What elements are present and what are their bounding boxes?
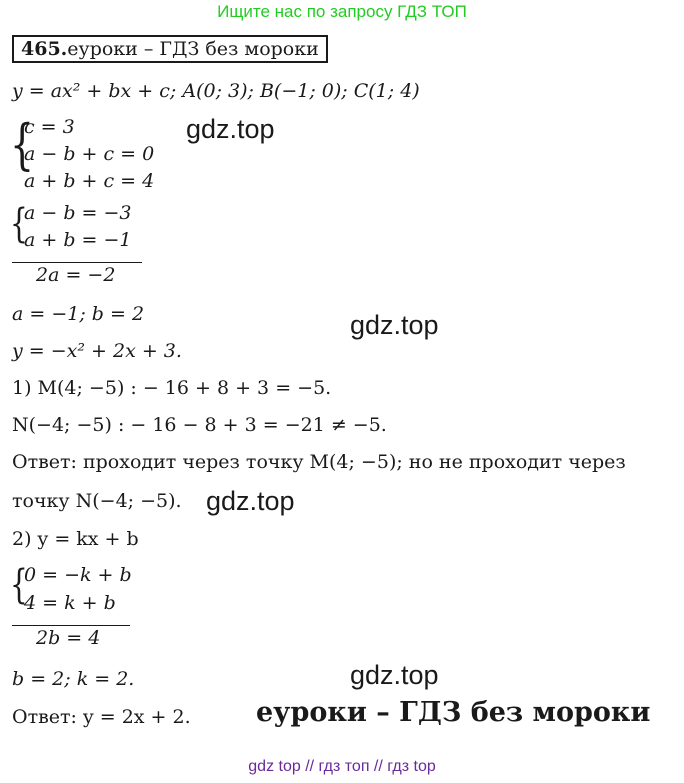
sum-rule	[12, 625, 130, 626]
footer-links[interactable]: gdz top // гдз топ // гдз top	[248, 758, 436, 775]
equation-general: y = ax² + bx + c; A(0; 3); B(−1; 0); C(1; 4)	[12, 80, 420, 102]
sum-rule	[12, 262, 142, 263]
watermark: gdz.top	[350, 310, 439, 340]
parabola-equation: y = −x² + 2x + 3.	[12, 340, 182, 362]
solution-a-b: a = −1; b = 2	[12, 303, 145, 325]
answer-1-line2: точку N(−4; −5).	[12, 490, 182, 512]
check-point-m: 1) M(4; −5) : − 16 + 8 + 3 = −5.	[12, 377, 332, 399]
system-brace: {	[10, 562, 28, 608]
system1-line3: a + b + c = 4	[24, 170, 155, 192]
system3-line1: 0 = −k + b	[24, 564, 132, 586]
exercise-number: 465.	[21, 38, 68, 60]
system3-line2: 4 = k + b	[24, 592, 116, 614]
answer-1-line1: Ответ: проходит через точку M(4; −5); но не проходит через	[12, 451, 626, 473]
sum-result-1: 2a = −2	[36, 264, 116, 286]
solution-b-k: b = 2; k = 2.	[12, 668, 135, 690]
check-point-n: N(−4; −5) : − 16 − 8 + 3 = −21 ≠ −5.	[12, 414, 387, 436]
watermark: gdz.top	[350, 660, 439, 690]
top-banner[interactable]: Ищите нас по запросу ГДЗ ТОП	[217, 2, 467, 21]
system2-line1: a − b = −3	[24, 202, 132, 224]
system1-line2: a − b + c = 0	[24, 143, 155, 165]
system-brace: {	[10, 113, 35, 176]
system-brace: {	[10, 201, 28, 247]
system1-line1: c = 3	[24, 116, 75, 138]
watermark: gdz.top	[206, 486, 295, 516]
exercise-header	[12, 35, 328, 63]
system2-line2: a + b = −1	[24, 229, 132, 251]
slogan: еуроки – ГДЗ без мороки	[256, 697, 651, 728]
part-2-equation: 2) y = kx + b	[12, 528, 139, 550]
answer-2: Ответ: y = 2x + 2.	[12, 706, 191, 728]
watermark: gdz.top	[186, 114, 275, 144]
exercise-title: еуроки – ГДЗ без мороки	[67, 38, 319, 60]
sum-result-2: 2b = 4	[36, 627, 101, 649]
